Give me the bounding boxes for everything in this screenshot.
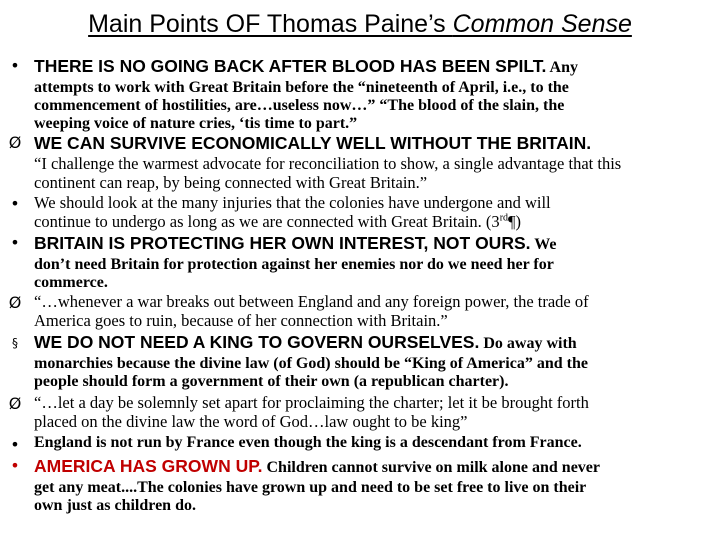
- bullet-dot: •: [10, 56, 20, 75]
- bullet-dot: •: [10, 435, 20, 454]
- title-main: Main Points OF Thomas Paine’s: [88, 10, 453, 38]
- point-heading: AMERICA HAS GROWN UP. Children cannot survive on milk alone and never: [34, 456, 600, 476]
- arrow-bullet-icon: Ø: [8, 394, 22, 413]
- bullet-dot: •: [10, 456, 20, 475]
- point-body: “I challenge the warmest advocate for reconciliation to show, a single advantage that this continent can reap, by being connected with Great Britain.”: [34, 154, 622, 192]
- point-heading: WE CAN SURVIVE ECONOMICALLY WELL WITHOUT THE BRITAIN.: [34, 133, 592, 153]
- point-heading: WE DO NOT NEED A KING TO GOVERN OURSELVES. Do away with: [34, 332, 577, 352]
- point-body: don’t need Britain for protection against her enemies nor do we need her for commerce.: [34, 256, 554, 291]
- point-body: England is not run by France even though the king is a descendant from France.: [34, 434, 582, 451]
- point-body: “…whenever a war breaks out between England and any foreign power, the trade of America goes to ruin, because of her connection with Britain.”: [34, 292, 589, 330]
- bullet-dot: •: [10, 233, 20, 252]
- arrow-bullet-icon: Ø: [8, 293, 22, 312]
- bullet-dot: •: [10, 194, 20, 213]
- point-body: get any meat....The colonies have grown up and need to be set free to live on their own just as children do.: [34, 479, 587, 514]
- square-bullet-icon: §: [12, 336, 18, 350]
- point-body: We should look at the many injuries that the colonies have undergone and will continue to undergo as long as we are connected with Great Britain. (3rd¶): [34, 193, 551, 231]
- point-body: monarchies because the divine law (of God) should be “King of America” and the people should form a government of their own (a republican charter).: [34, 355, 588, 390]
- point-body: “…let a day be solemnly set apart for proclaiming the charter; let it be brought forth placed on the divine law the word of God…law ought to be king”: [34, 393, 589, 431]
- point-heading: BRITAIN IS PROTECTING HER OWN INTEREST, NOT OURS. We: [34, 233, 557, 253]
- arrow-bullet-icon: Ø: [8, 133, 22, 152]
- point-body: attempts to work with Great Britain before the “nineteenth of April, i.e., to the commencement of hostilities, are…useless now…” “The blood of the slain, the weeping voice of nature cries, ‘tis time to part.”: [34, 79, 569, 132]
- point-heading: THERE IS NO GOING BACK AFTER BLOOD HAS BEEN SPILT. Any: [34, 56, 578, 76]
- title-italic: Common Sense: [452, 10, 632, 38]
- page-title: [0, 9, 720, 39]
